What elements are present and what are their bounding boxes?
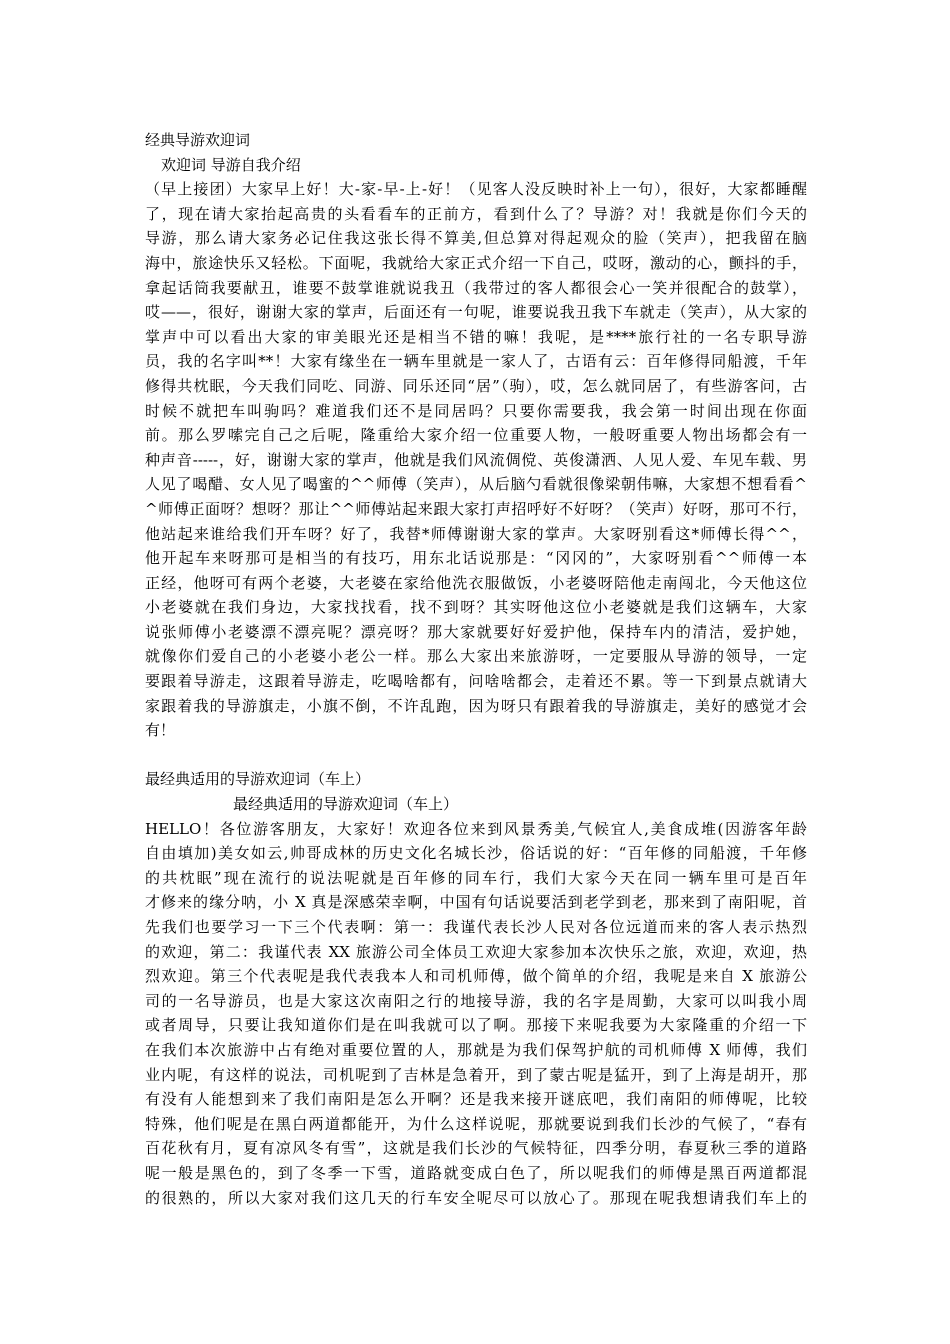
document-title: 经典导游欢迎词 bbox=[145, 131, 251, 149]
paragraph-line: 他开起车来呀那可是相当的有技巧，用东北话说那是：“冈冈的”，大家呀别看^^师傅一本 bbox=[145, 549, 807, 568]
paragraph-line: 百花秋有月，夏有凉风冬有雪”，这就是我们长沙的气候特征，四季分明，春夏秋三季的道路 bbox=[145, 1139, 807, 1158]
paragraph-line: 自由填加)美女如云,帅哥成林的历史文化名城长沙，俗话说的好：“百年修的同船渡，千年修 bbox=[145, 844, 807, 863]
paragraph-line: 修得共枕眠，今天我们同吃、同游、同乐还同“居”（驹），哎，怎么就同居了，有些游客问，古 bbox=[145, 376, 807, 395]
paragraph-line: 了，现在请大家抬起高贵的头看看车的正前方，看到什么了？导游？对！我就是你们今天的 bbox=[145, 204, 807, 223]
paragraph-line: 司的一名导游员，也是大家这次南阳之行的地接导游，我的名字是周勤，大家可以叫我小周 bbox=[145, 991, 807, 1010]
paragraph-line: 家跟着我的导游旗走，小旗不倒，不许乱跑，因为呀只有跟着我的导游旗走，美好的感觉才会 bbox=[145, 696, 807, 715]
paragraph-line: 在我们本次旅游中占有绝对重要位置的人，那就是为我们保驾护航的司机师傅 X 师傅，我们 bbox=[145, 1040, 807, 1059]
section2-heading: 最经典适用的导游欢迎词（车上） bbox=[145, 770, 371, 789]
paragraph-line: 哎——，很好，谢谢大家的掌声，后面还有一句呢，谁要说我丑我下车就走（笑声），从大家的 bbox=[145, 303, 807, 322]
paragraph-line: 先我们也要学习一下三个代表啊：第一：我谨代表长沙人民对各位远道而来的客人表示热烈 bbox=[145, 918, 807, 936]
section-gap bbox=[145, 743, 807, 768]
paragraph-line: 人见了喝醋、女人见了喝蜜的^^师傅（笑声），从后脑勺看就很像梁朝伟嘛，大家想不想看看^ bbox=[145, 475, 807, 494]
paragraph-line: 的共枕眠”现在流行的说法呢就是百年修的同车行，我们大家今天在同一辆车里可是百年 bbox=[145, 868, 807, 887]
paragraph-line: 导游，那么请大家务必记住我这张长得不算美,但总算对得起观众的脸（笑声），把我留在脑 bbox=[145, 229, 807, 248]
paragraph-line: 就像你们爱自己的小老婆小老公一样。那么大家出来旅游呀，一定要服从导游的领导，一定 bbox=[145, 647, 807, 666]
paragraph-line: 有没有人能想到来了我们南阳是怎么开啊？还是我来接开谜底吧，我们南阳的师傅呢，比较 bbox=[145, 1090, 807, 1109]
paragraph-line: 正经，他呀可有两个老婆，大老婆在家给他洗衣服做饭，小老婆呀陪他走南闯北，今天他这位 bbox=[145, 573, 807, 592]
section1-subtitle: 欢迎词 导游自我介绍 bbox=[161, 155, 301, 174]
paragraph-line: 的很熟的，所以大家对我们这几天的行车安全呢尽可以放心了。那现在呢我想请我们车上的 bbox=[145, 1188, 807, 1207]
paragraph-line: 烈欢迎。第三个代表呢是我代表我本人和司机师傅，做个简单的介绍，我呢是来自 X 旅游公 bbox=[145, 967, 807, 986]
paragraph-line: 才修来的缘分呐，小 X 真是深感荣幸啊，中国有句话说要活到老学到老，那来到了南阳呢，首 bbox=[145, 893, 807, 912]
paragraph-line: 要跟着导游走，这跟着导游走，吃喝啥都有，问啥啥都会，走着还不累。等一下到景点就请大 bbox=[145, 672, 807, 691]
section2-body bbox=[145, 817, 807, 1211]
paragraph-line: 或者周导，只要让我知道你们是在叫我就可以了啊。那接下来呢我要为大家隆重的介绍一下 bbox=[145, 1016, 807, 1035]
paragraph-line: 种声音-----，好，谢谢大家的掌声，他就是我们风流倜傥、英俊潇洒、人见人爱、车见车载、男 bbox=[145, 450, 807, 469]
paragraph-line: 海中，旅途快乐又轻松。下面呢，我就给大家正式介绍一下自己，哎呀，激动的心，颤抖的手， bbox=[145, 253, 807, 272]
paragraph-line: 拿起话筒我要献丑，谁要不鼓掌谁就说我丑（我带过的客人都很会心一笑并很配合的鼓掌）， bbox=[145, 278, 807, 297]
paragraph-line: 时候不就把车叫驹吗？难道我们还不是同居吗？只要你需要我，我会第一时间出现在你面 bbox=[145, 401, 807, 420]
paragraph-line: 掌声中可以看出大家的审美眼光还是相当不错的嘛！我呢，是****旅行社的一名专职导游 bbox=[145, 327, 807, 346]
paragraph-line: 说张师傅小老婆漂不漂亮呢？漂亮呀？那大家就要好好爱护他，保持车内的清洁，爱护她， bbox=[145, 622, 807, 641]
section2-subheading: 最经典适用的导游欢迎词（车上） bbox=[233, 795, 459, 814]
paragraph-line: 的欢迎，第二：我谨代表 XX 旅游公司全体员工欢迎大家参加本次快乐之旅，欢迎，欢迎，热 bbox=[145, 942, 807, 961]
section1-body bbox=[145, 177, 807, 743]
paragraph-line: 有！ bbox=[145, 721, 176, 740]
paragraph-line: ^师傅正面呀？想呀？那让^^师傅站起来跟大家打声招呼好不好呀？（笑声）好呀，那可不行， bbox=[145, 499, 807, 518]
paragraph-line: 员，我的名字叫**！大家有缘坐在一辆车里就是一家人了，古语有云：百年修得同船渡，千年 bbox=[145, 352, 807, 371]
paragraph-line: 特殊，他们呢是在黑白两道都能开，为什么这样说呢，那就要说到我们长沙的气候了，“春有 bbox=[145, 1114, 807, 1133]
paragraph-line: （早上接团）大家早上好！大-家-早-上-好！（见客人没反映时补上一句），很好，大家都睡醒 bbox=[145, 180, 807, 199]
paragraph-line: 前。那么罗嗦完自己之后呢，隆重给大家介绍一位重要人物，一般呀重要人物出场都会有一 bbox=[145, 426, 807, 445]
paragraph-line: 业内呢，有这样的说法，司机呢到了吉林是急着开，到了蒙古呢是猛开，到了上海是胡开，那 bbox=[145, 1065, 807, 1084]
paragraph-line: HELLO！各位游客朋友，大家好！欢迎各位来到风景秀美,气候宜人,美食成堆(因游客年龄 bbox=[145, 819, 807, 838]
paragraph-line: 呢一般是黑色的，到了冬季一下雪，道路就变成白色了，所以呢我们的师傅是黑百两道都混 bbox=[145, 1163, 807, 1182]
paragraph-line: 他站起来谁给我们开车呀？好了，我替*师傅谢谢大家的掌声。大家呀别看这*师傅长得^^， bbox=[145, 524, 807, 543]
paragraph-line: 小老婆就在我们身边，大家找找看，找不到呀？其实呀他这位小老婆就是我们这辆车，大家 bbox=[145, 598, 807, 617]
document-page bbox=[145, 128, 807, 1210]
